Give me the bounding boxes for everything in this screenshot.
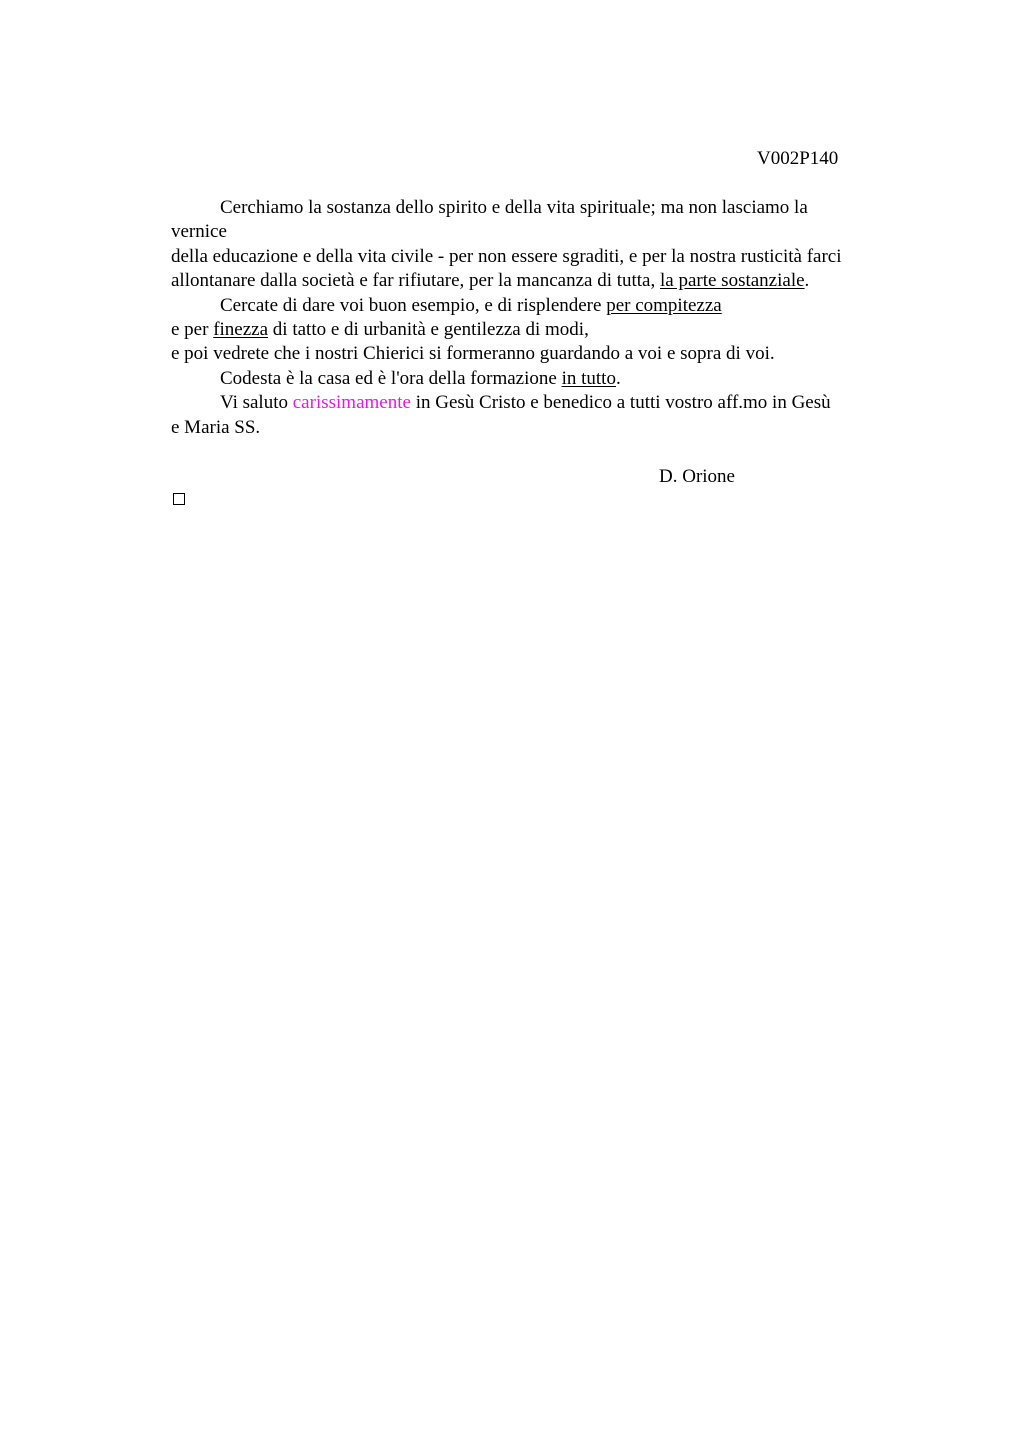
paragraph-1-line-2 [171,220,911,244]
underlined-text: finezza [213,318,269,340]
paragraph-2-line-1 [171,294,911,318]
checkbox-square-icon [173,493,185,505]
page-reference: V002P140 [757,148,839,169]
underlined-text: in tutto [561,367,616,389]
highlighted-text: carissimamente [292,392,411,414]
paragraph-3-line-1 [171,367,911,391]
paragraph-1-line-1 [171,196,911,220]
text-run: e poi vedrete che i nostri Chierici si formeranno guardando a voi e sopra di voi. [171,343,775,365]
text-run: in Gesù Cristo e benedico a tutti vostro aff.mo in Gesù [410,392,831,414]
paragraph-1-line-4 [171,269,911,293]
text-run: e per [171,318,214,340]
text-run: Cerchiamo la sostanza dello spirito e della vita spirituale; ma non lasciamo la [220,197,808,218]
paragraph-1-line-3 [171,245,911,269]
letter-body [171,196,911,440]
paragraph-2-line-3 [171,342,911,366]
underlined-text: per compitezza [606,294,722,316]
text-run: Vi saluto [220,392,293,414]
text-run: vernice [171,221,227,243]
paragraph-2-line-2 [171,318,911,342]
text-run: . [615,367,621,389]
text-run: di tatto e di urbanità e gentilezza di modi, [268,318,589,340]
paragraph-4-line-2 [171,416,911,440]
text-run: allontanare dalla società e far rifiutare, per la mancanza di tutta, [171,270,660,292]
signature: D. Orione [659,466,735,487]
paragraph-4-line-1 [171,391,911,415]
text-run: . [804,270,810,292]
text-run: Codesta è la casa ed è l'ora della formazione [220,367,562,389]
text-run: Cercate di dare voi buon esempio, e di risplendere [220,294,607,316]
text-run: e Maria SS. [171,416,261,438]
underlined-text: la parte sostanziale [660,270,805,292]
text-run: della educazione e della vita civile - per non essere sgraditi, e per la nostra rusticità farci [171,245,842,267]
